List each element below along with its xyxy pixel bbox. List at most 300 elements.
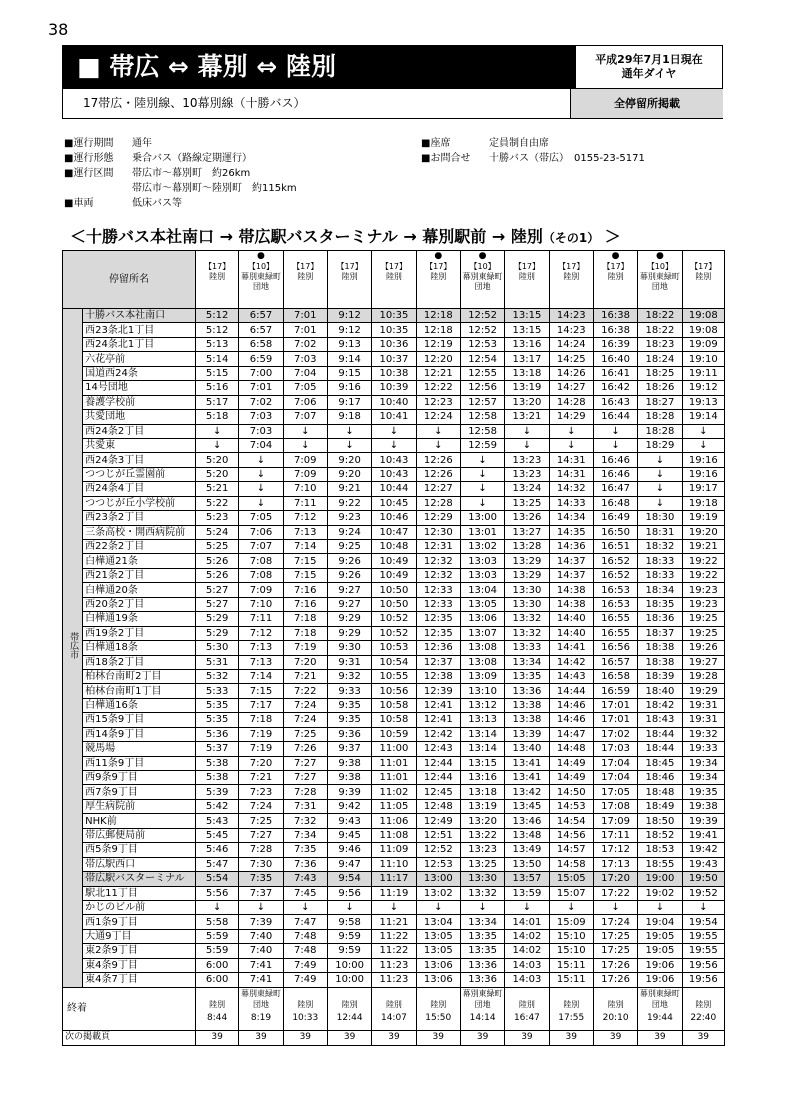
time-cell: 13:46	[505, 814, 549, 828]
stop-name-header	[63, 251, 196, 309]
stop-row	[63, 612, 725, 626]
time-cell: 9:54	[327, 872, 371, 886]
route-code: 【17】	[558, 262, 585, 271]
time-cell: 12:42	[416, 727, 460, 741]
time-cell: 13:04	[416, 915, 460, 929]
info-row	[421, 151, 645, 166]
time-cell: 12:31	[416, 540, 460, 554]
time-cell: 19:55	[682, 929, 724, 943]
stop-name: 西14条9丁目	[83, 727, 196, 741]
time-cell: 19:12	[682, 381, 724, 395]
time-cell: 9:59	[327, 944, 371, 958]
time-cell: 10:48	[372, 540, 416, 554]
time-cell: 9:37	[327, 742, 371, 756]
time-cell: 7:00	[239, 366, 283, 380]
stop-row	[63, 886, 725, 900]
time-cell: ↓	[460, 467, 504, 481]
route-code: 【17】	[380, 262, 408, 271]
stop-row	[63, 857, 725, 871]
terminal-destination: 幕別東緑町団地	[462, 988, 503, 1009]
time-cell: 18:53	[638, 843, 682, 857]
terminal-cell	[416, 987, 460, 1030]
destination: 陸別	[563, 272, 580, 281]
time-cell: 9:29	[327, 626, 371, 640]
time-cell: 5:26	[195, 554, 238, 568]
time-cell: 19:10	[682, 352, 724, 366]
time-cell: 16:56	[593, 641, 637, 655]
time-cell: 16:53	[593, 583, 637, 597]
time-cell: ↓	[549, 900, 593, 914]
dot-mark: ●	[478, 251, 487, 261]
time-cell: 11:02	[372, 785, 416, 799]
time-cell: 11:01	[372, 756, 416, 770]
stop-row	[63, 525, 725, 539]
stop-row	[63, 944, 725, 958]
time-cell: 17:04	[593, 771, 637, 785]
stop-row	[63, 655, 725, 669]
time-cell: 15:10	[549, 944, 593, 958]
time-cell: 10:52	[372, 626, 416, 640]
time-cell: 5:32	[195, 669, 238, 683]
time-cell: 7:15	[283, 568, 327, 582]
time-cell: 13:08	[460, 641, 504, 655]
time-cell: 7:18	[239, 713, 283, 727]
stop-row	[63, 366, 725, 380]
time-cell: 7:36	[283, 857, 327, 871]
time-cell: 13:38	[505, 713, 549, 727]
time-cell: 9:29	[327, 612, 371, 626]
time-cell: 17:03	[593, 742, 637, 756]
section-end: ＞	[604, 227, 621, 246]
time-cell: ↓	[638, 467, 682, 481]
route-code: 【17】	[425, 262, 452, 271]
time-cell: 12:35	[416, 626, 460, 640]
time-cell: 14:25	[549, 352, 593, 366]
time-cell: 9:26	[327, 568, 371, 582]
stop-row	[63, 771, 725, 785]
time-cell: ↓	[638, 453, 682, 467]
time-cell: 13:35	[460, 929, 504, 943]
time-cell: 17:24	[593, 915, 637, 929]
time-cell: 18:48	[638, 785, 682, 799]
terminal-cell	[593, 987, 637, 1030]
destination: 陸別	[297, 272, 314, 281]
time-cell: 7:06	[283, 395, 327, 409]
time-cell: 13:15	[505, 309, 549, 323]
time-cell: 12:39	[416, 684, 460, 698]
time-cell: 5:18	[195, 410, 238, 424]
time-cell: ↓	[372, 438, 416, 452]
stop-row	[63, 626, 725, 640]
time-cell: 19:50	[682, 872, 724, 886]
time-cell: 15:11	[549, 973, 593, 987]
time-cell: 9:20	[327, 453, 371, 467]
stop-name: 14号団地	[83, 381, 196, 395]
time-cell: 13:08	[460, 655, 504, 669]
time-cell: 14:38	[549, 597, 593, 611]
time-cell: 5:14	[195, 352, 238, 366]
time-cell: 19:08	[682, 323, 724, 337]
time-cell: 12:20	[416, 352, 460, 366]
time-cell: ↓	[460, 453, 504, 467]
time-cell: 7:10	[239, 597, 283, 611]
time-cell: 13:32	[505, 612, 549, 626]
time-cell: 10:00	[327, 958, 371, 972]
time-cell: 5:12	[195, 309, 238, 323]
time-cell: 14:41	[549, 641, 593, 655]
time-cell: 17:09	[593, 814, 637, 828]
time-cell: ↓	[283, 424, 327, 438]
time-cell: ↓	[327, 438, 371, 452]
time-cell: 13:06	[460, 612, 504, 626]
terminal-time: 14:14	[469, 1012, 496, 1023]
stop-name: 大通9丁目	[83, 929, 196, 943]
time-cell: 18:33	[638, 554, 682, 568]
time-cell: 19:27	[682, 655, 724, 669]
time-cell: 18:28	[638, 410, 682, 424]
time-cell: 15:05	[549, 872, 593, 886]
time-cell: 7:05	[239, 511, 283, 525]
next-page-number: 39	[416, 1030, 460, 1045]
time-cell: 11:00	[372, 742, 416, 756]
time-cell: 19:33	[682, 742, 724, 756]
time-cell: 12:44	[416, 771, 460, 785]
time-cell: 7:40	[239, 944, 283, 958]
time-cell: 12:43	[416, 742, 460, 756]
stop-name: 白樺通16条	[83, 698, 196, 712]
time-cell: 11:17	[372, 872, 416, 886]
date-box	[576, 46, 722, 88]
time-cell: 5:26	[195, 568, 238, 582]
stop-name: 西22条2丁目	[83, 540, 196, 554]
time-cell: 13:23	[460, 843, 504, 857]
time-cell: 5:36	[195, 727, 238, 741]
time-cell: 7:22	[283, 684, 327, 698]
route-bar	[62, 89, 723, 119]
time-cell: 6:58	[239, 337, 283, 351]
info-label: ■車両	[64, 198, 94, 209]
time-cell: 9:45	[327, 828, 371, 842]
time-cell: 19:05	[638, 929, 682, 943]
time-cell: 12:41	[416, 713, 460, 727]
time-cell: 12:48	[416, 799, 460, 813]
next-page-row	[63, 1030, 725, 1045]
terminal-cell	[460, 987, 504, 1030]
time-cell: 7:25	[239, 814, 283, 828]
time-cell: 5:58	[195, 915, 238, 929]
time-cell: 14:48	[549, 742, 593, 756]
time-cell: 14:49	[549, 771, 593, 785]
stop-name: 西23条北1丁目	[83, 323, 196, 337]
terminal-cell	[682, 987, 724, 1030]
time-cell: 13:39	[505, 727, 549, 741]
route-code: 【17】	[602, 262, 629, 271]
terminal-cell	[283, 987, 327, 1030]
time-cell: 5:25	[195, 540, 238, 554]
time-cell: 19:09	[682, 337, 724, 351]
time-cell: 18:31	[638, 525, 682, 539]
time-cell: 7:08	[239, 568, 283, 582]
time-cell: 7:48	[283, 929, 327, 943]
time-cell: 13:26	[505, 511, 549, 525]
time-cell: 14:33	[549, 496, 593, 510]
time-cell: ↓	[239, 467, 283, 481]
time-cell: 19:21	[682, 540, 724, 554]
time-cell: ↓	[195, 900, 238, 914]
destination: 陸別	[209, 272, 226, 281]
stop-name: 駅北11丁目	[83, 886, 196, 900]
time-cell: 16:51	[593, 540, 637, 554]
time-cell: 19:08	[682, 309, 724, 323]
destination: 陸別	[607, 272, 624, 281]
stop-row	[63, 395, 725, 409]
time-cell: 7:01	[283, 309, 327, 323]
date-line-2: 通年ダイヤ	[621, 67, 677, 80]
time-cell: 19:04	[638, 915, 682, 929]
time-cell: 18:40	[638, 684, 682, 698]
time-cell: 12:21	[416, 366, 460, 380]
time-cell: 13:19	[505, 381, 549, 395]
terminal-destination: 陸別	[209, 999, 226, 1009]
header-row	[63, 251, 725, 309]
time-cell: 14:03	[505, 958, 549, 972]
time-cell: ↓	[195, 424, 238, 438]
time-cell: 17:12	[593, 843, 637, 857]
time-cell: 19:32	[682, 727, 724, 741]
time-cell: 18:49	[638, 799, 682, 813]
time-cell: 18:30	[638, 511, 682, 525]
timetable	[62, 250, 725, 1046]
column-header	[372, 251, 416, 309]
time-cell: 14:44	[549, 684, 593, 698]
time-cell: 14:26	[549, 366, 593, 380]
time-cell: 7:05	[283, 381, 327, 395]
time-cell: 17:22	[593, 886, 637, 900]
time-cell: 9:22	[327, 496, 371, 510]
time-cell: 5:24	[195, 525, 238, 539]
time-cell: 12:33	[416, 597, 460, 611]
column-header	[505, 251, 549, 309]
time-cell: 6:00	[195, 958, 238, 972]
time-cell: 19:42	[682, 843, 724, 857]
stop-name: 三条高校・開西病院前	[83, 525, 196, 539]
time-cell: 9:58	[327, 915, 371, 929]
time-cell: 17:01	[593, 698, 637, 712]
info-label: ■運行形態	[64, 153, 114, 164]
time-cell: 7:16	[283, 597, 327, 611]
time-cell: 11:05	[372, 799, 416, 813]
time-cell: 9:21	[327, 482, 371, 496]
time-cell: 14:43	[549, 669, 593, 683]
destination: 幕別東緑町団地	[639, 272, 680, 291]
time-cell: 13:05	[416, 944, 460, 958]
time-cell: 12:26	[416, 467, 460, 481]
time-cell: 19:28	[682, 669, 724, 683]
stop-row	[63, 915, 725, 929]
terminal-time: 20:10	[602, 1012, 629, 1023]
stop-row	[63, 467, 725, 481]
time-cell: 7:32	[283, 814, 327, 828]
terminal-cell	[327, 987, 371, 1030]
stop-name: 西5条9丁目	[83, 843, 196, 857]
time-cell: ↓	[416, 424, 460, 438]
time-cell: 13:03	[460, 568, 504, 582]
time-cell: 16:38	[593, 323, 637, 337]
time-cell: 13:41	[505, 756, 549, 770]
stop-name: かじのビル前	[83, 900, 196, 914]
stop-row	[63, 958, 725, 972]
time-cell: 10:41	[372, 410, 416, 424]
stop-row	[63, 799, 725, 813]
time-cell: 12:18	[416, 309, 460, 323]
time-cell: ↓	[327, 900, 371, 914]
info-value: 通年	[132, 138, 152, 149]
time-cell: 7:24	[283, 698, 327, 712]
time-cell: 10:58	[372, 698, 416, 712]
time-cell: 5:12	[195, 323, 238, 337]
time-cell: 14:02	[505, 944, 549, 958]
time-cell: 13:30	[505, 583, 549, 597]
stop-name: 西24条北1丁目	[83, 337, 196, 351]
time-cell: 9:59	[327, 929, 371, 943]
time-cell: 14:36	[549, 540, 593, 554]
terminal-destination: 陸別	[518, 999, 535, 1009]
terminal-cell	[549, 987, 593, 1030]
terminal-cell	[505, 987, 549, 1030]
time-cell: ↓	[593, 900, 637, 914]
time-cell: ↓	[460, 900, 504, 914]
time-cell: 12:29	[416, 511, 460, 525]
time-cell: 5:46	[195, 843, 238, 857]
time-cell: 7:21	[239, 771, 283, 785]
time-cell: 18:37	[638, 626, 682, 640]
stop-row	[63, 323, 725, 337]
time-cell: 13:41	[505, 771, 549, 785]
column-header	[283, 251, 327, 309]
time-cell: 9:17	[327, 395, 371, 409]
time-cell: 18:44	[638, 742, 682, 756]
time-cell: 12:33	[416, 583, 460, 597]
time-cell: 18:43	[638, 713, 682, 727]
time-cell: 12:38	[416, 669, 460, 683]
time-cell: 9:32	[327, 669, 371, 683]
time-cell: 5:54	[195, 872, 238, 886]
next-page-number: 39	[505, 1030, 549, 1045]
time-cell: 14:40	[549, 612, 593, 626]
route-code: 【17】	[204, 262, 231, 271]
time-cell: 14:37	[549, 554, 593, 568]
stop-row	[63, 641, 725, 655]
time-cell: ↓	[372, 424, 416, 438]
time-cell: 18:23	[638, 337, 682, 351]
time-cell: 14:27	[549, 381, 593, 395]
time-cell: 19:06	[638, 973, 682, 987]
destination: 幕別東緑町団地	[240, 272, 281, 291]
time-cell: 18:22	[638, 309, 682, 323]
time-cell: 13:28	[505, 540, 549, 554]
time-cell: 19:05	[638, 944, 682, 958]
time-cell: 18:38	[638, 641, 682, 655]
time-cell: 13:45	[505, 799, 549, 813]
time-cell: 6:59	[239, 352, 283, 366]
time-cell: 7:35	[283, 843, 327, 857]
time-cell: 13:22	[460, 828, 504, 842]
time-cell: 7:24	[283, 713, 327, 727]
time-cell: 19:19	[682, 511, 724, 525]
date-line-1: 平成29年7月1日現在	[595, 53, 703, 66]
time-cell: 13:02	[460, 540, 504, 554]
time-cell: 12:30	[416, 525, 460, 539]
stop-name: 柏林台南町1丁目	[83, 684, 196, 698]
stop-name: 西18条2丁目	[83, 655, 196, 669]
time-cell: 16:52	[593, 554, 637, 568]
stop-name: 共愛東	[83, 438, 196, 452]
time-cell: 19:55	[682, 944, 724, 958]
time-cell: ↓	[327, 424, 371, 438]
time-cell: 13:13	[460, 713, 504, 727]
stop-row	[63, 438, 725, 452]
time-cell: 7:14	[239, 669, 283, 683]
time-cell: 13:15	[460, 756, 504, 770]
terminal-time: 14:07	[380, 1012, 407, 1023]
time-cell: ↓	[638, 496, 682, 510]
time-cell: 9:12	[327, 323, 371, 337]
time-cell: 7:15	[283, 554, 327, 568]
stop-name: 帯広郵便局前	[83, 828, 196, 842]
time-cell: 18:42	[638, 698, 682, 712]
time-cell: 19:02	[638, 886, 682, 900]
destination: 陸別	[518, 272, 535, 281]
time-cell: 12:23	[416, 395, 460, 409]
time-cell: 10:46	[372, 511, 416, 525]
stop-name: 養護学校前	[83, 395, 196, 409]
time-cell: 10:38	[372, 366, 416, 380]
time-cell: 10:36	[372, 337, 416, 351]
terminal-time: 22:40	[690, 1012, 717, 1023]
time-cell: 19:20	[682, 525, 724, 539]
time-cell: 12:49	[416, 814, 460, 828]
time-cell: 10:35	[372, 309, 416, 323]
stop-row	[63, 698, 725, 712]
info-value: 低床バス等	[132, 198, 182, 209]
time-cell: 9:16	[327, 381, 371, 395]
time-cell: 17:25	[593, 944, 637, 958]
time-cell: 7:03	[239, 410, 283, 424]
stop-row	[63, 540, 725, 554]
time-cell: 13:32	[460, 886, 504, 900]
time-cell: 14:31	[549, 467, 593, 481]
stop-row	[63, 496, 725, 510]
next-page-number: 39	[239, 1030, 283, 1045]
time-cell: 7:10	[283, 482, 327, 496]
time-cell: 7:41	[239, 958, 283, 972]
time-cell: 18:36	[638, 612, 682, 626]
time-cell: 10:52	[372, 612, 416, 626]
page-number: 38	[48, 20, 69, 39]
time-cell: 9:24	[327, 525, 371, 539]
stop-name: 白樺通20条	[83, 583, 196, 597]
route-code: 【17】	[336, 262, 363, 271]
time-cell: 9:18	[327, 410, 371, 424]
stop-row	[63, 785, 725, 799]
next-page-number: 39	[593, 1030, 637, 1045]
time-cell: 16:50	[593, 525, 637, 539]
time-cell: 19:13	[682, 395, 724, 409]
stop-name: 東4条9丁目	[83, 958, 196, 972]
time-cell: 14:29	[549, 410, 593, 424]
time-cell: ↓	[239, 900, 283, 914]
time-cell: 17:13	[593, 857, 637, 871]
